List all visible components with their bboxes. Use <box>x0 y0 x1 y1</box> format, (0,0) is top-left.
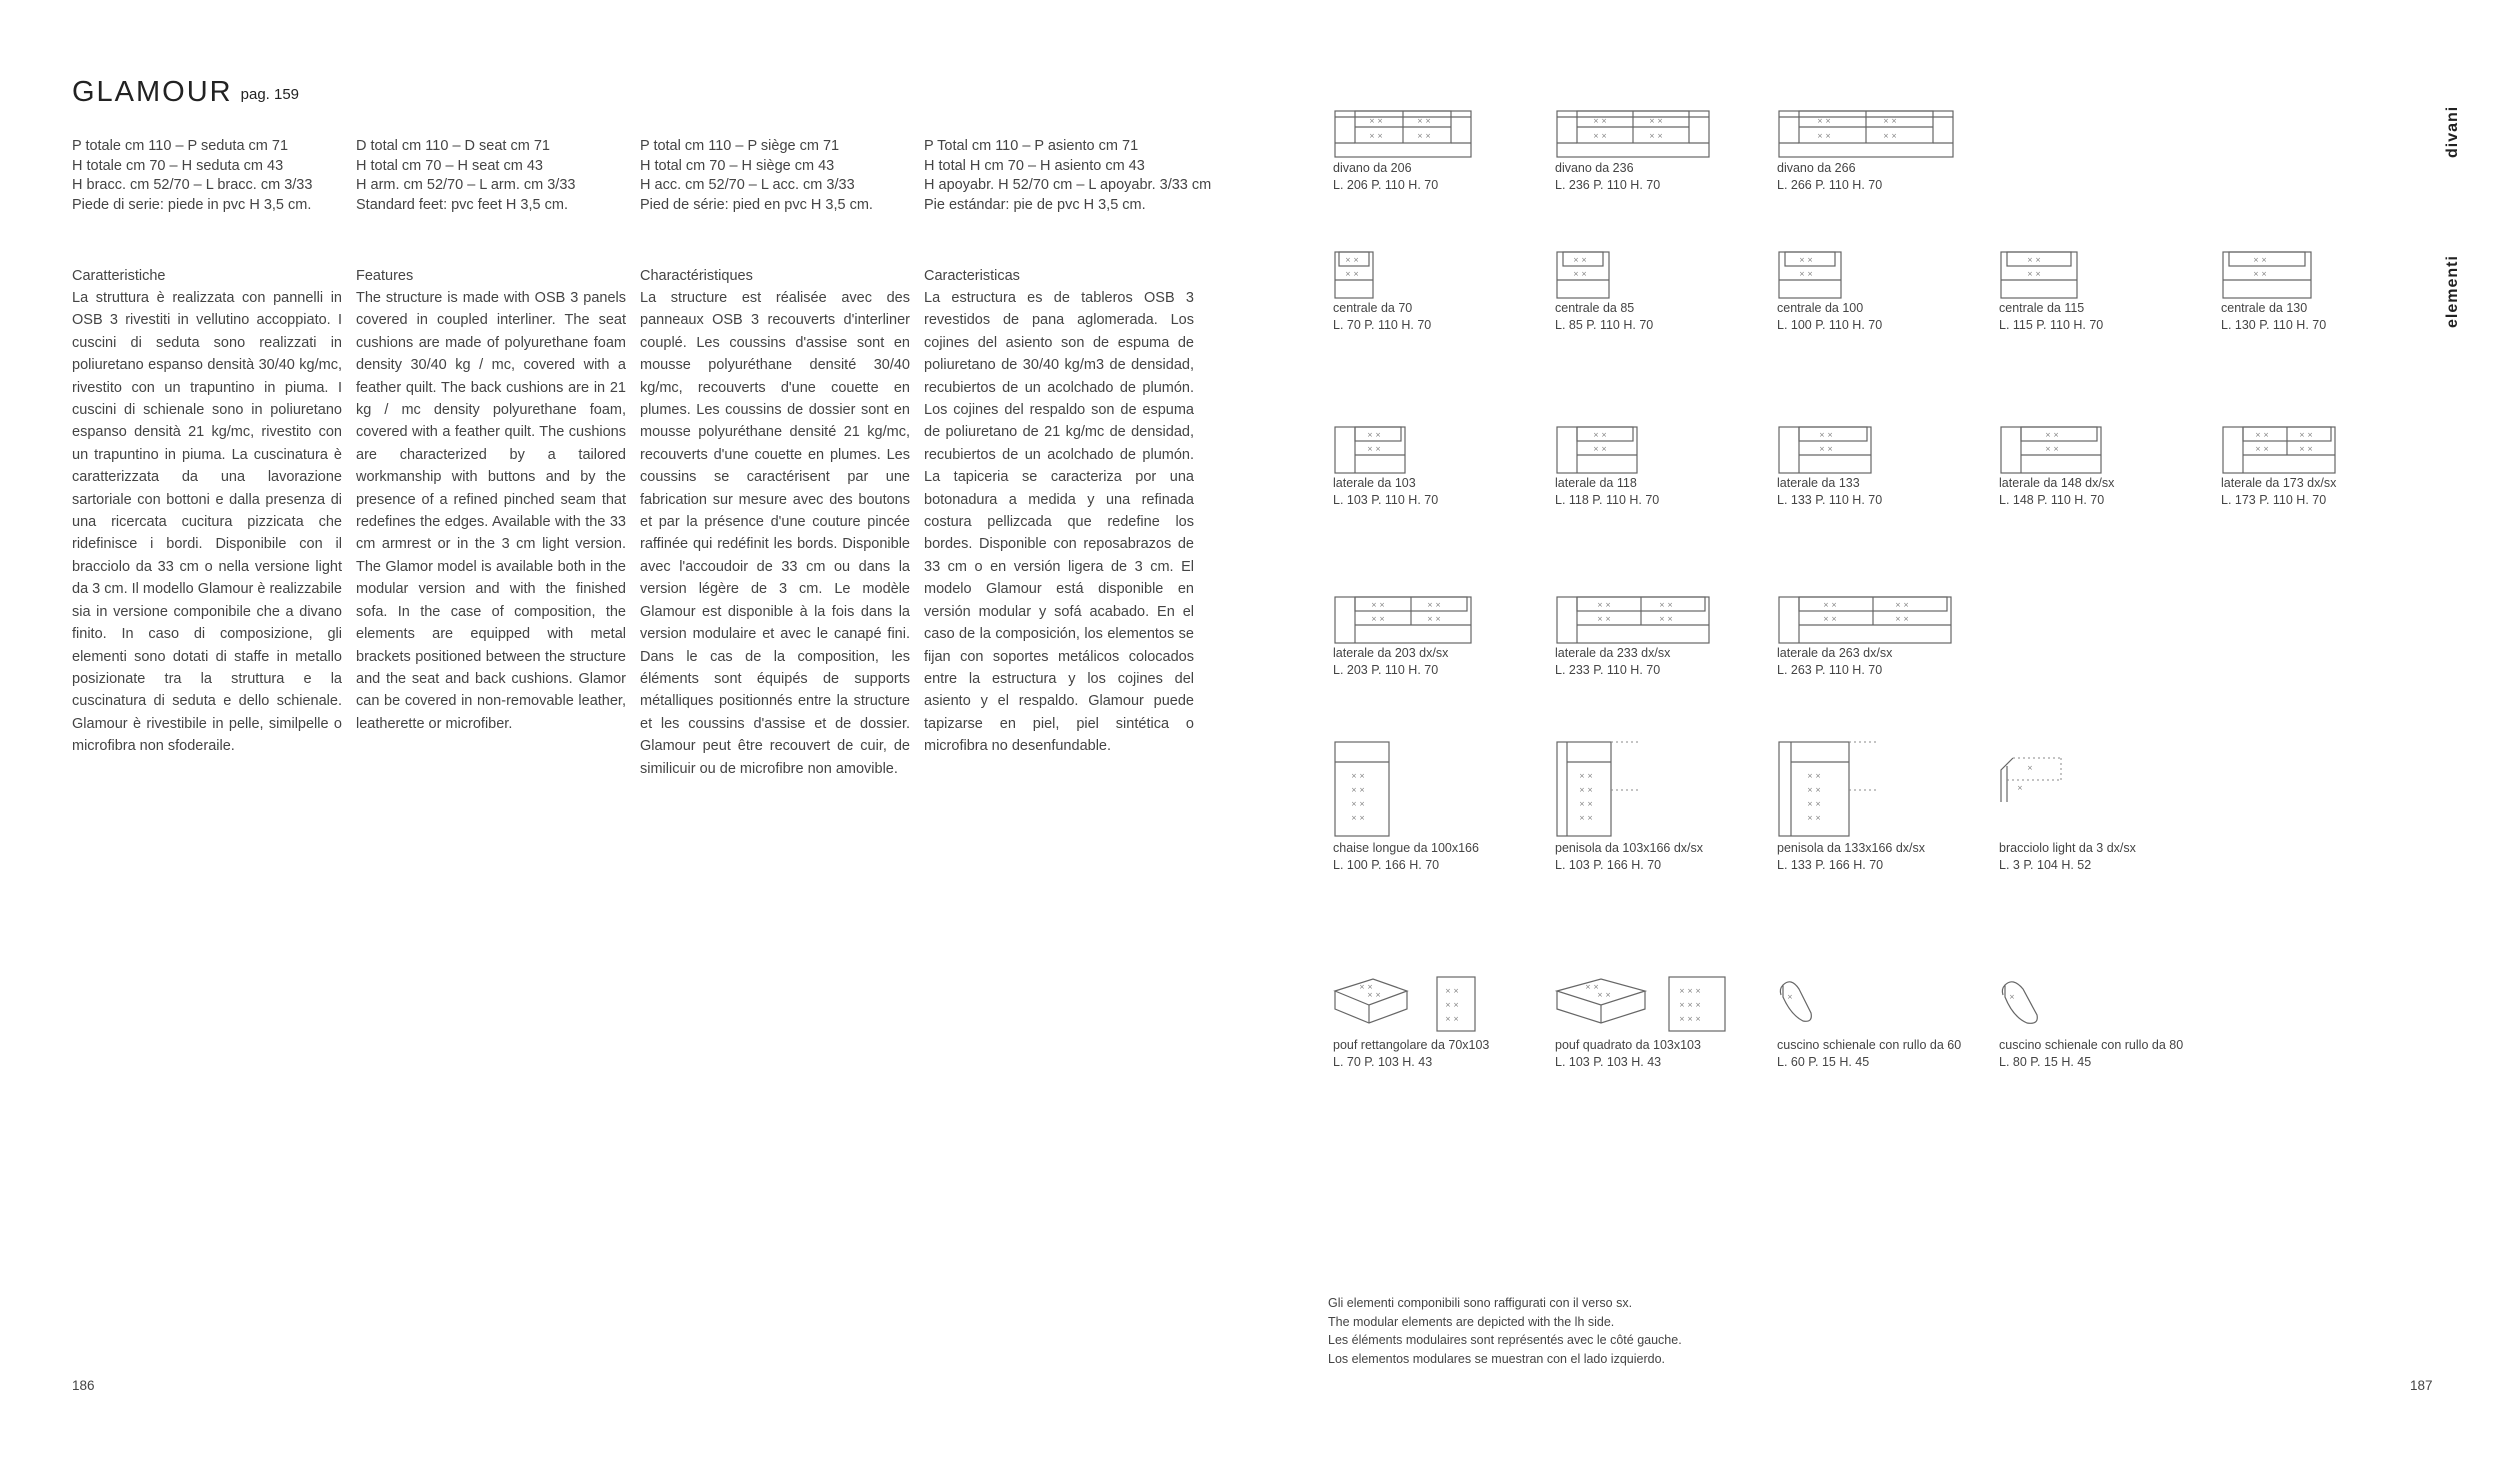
element-name: divano da 236 <box>1555 161 1634 175</box>
svg-text:× ×: × × <box>1371 615 1385 623</box>
sofa-3-seat-icon <box>1777 105 1957 160</box>
element-penisola-103 <box>1555 740 1755 874</box>
svg-text:× ×: × × <box>1579 814 1593 822</box>
svg-text:× ×: × × <box>1597 615 1611 623</box>
element-pouf-quadrato <box>1555 975 1755 1071</box>
spec-block-fr <box>640 137 873 215</box>
page-number-right: 187 <box>2410 1378 2433 1393</box>
element-laterale-148 <box>1999 425 2199 509</box>
central-module-icon <box>1777 250 1917 300</box>
column-heading: Features <box>356 268 414 284</box>
element-name: cuscino schienale con rullo da 80 <box>1999 1038 2184 1052</box>
element-name: laterale da 133 <box>1777 476 1860 490</box>
spec-line: Pie estándar: pie de pvc H 3,5 cm. <box>924 196 1146 213</box>
element-centrale-115 <box>1999 250 2199 334</box>
peninsula-icon <box>1555 740 1695 840</box>
element-name: pouf rettangolare da 70x103 <box>1333 1038 1490 1052</box>
element-name: divano da 266 <box>1777 161 1856 175</box>
page-number-left: 186 <box>72 1378 95 1393</box>
element-name: centrale da 100 <box>1777 301 1864 315</box>
svg-text:× ×: × × <box>1369 132 1383 140</box>
element-pouf-rettangolare <box>1333 975 1533 1071</box>
svg-text:× ×: × × <box>1367 991 1381 999</box>
element-name: laterale da 103 <box>1333 476 1416 490</box>
svg-text:× ×: × × <box>1351 814 1365 822</box>
spec-line: P totale cm 110 – P seduta cm 71 <box>72 138 289 154</box>
svg-text:× ×: × × <box>1427 601 1441 609</box>
svg-text:× ×: × × <box>1807 814 1821 822</box>
svg-text:×: × <box>2009 993 2015 1001</box>
element-dimensions: L. 263 P. 110 H. 70 <box>1777 663 1883 677</box>
svg-text:× ×: × × <box>1593 132 1607 140</box>
element-chaise-longue <box>1333 740 1533 874</box>
element-name: chaise longue da 100x166 <box>1333 841 1479 855</box>
element-cuscino-60 <box>1777 975 1977 1071</box>
sofa-2-seat-icon <box>1333 105 1473 160</box>
element-name: divano da 206 <box>1333 161 1412 175</box>
element-name: centrale da 85 <box>1555 301 1635 315</box>
svg-text:× ×: × × <box>1883 132 1897 140</box>
svg-text:× ×: × × <box>1807 772 1821 780</box>
note-line: Gli elementi componibili sono raffigurati con il verso sx. <box>1328 1296 1633 1310</box>
svg-text:× ×: × × <box>2253 270 2267 278</box>
element-laterale-233 <box>1555 595 1755 679</box>
square-pouf-icon <box>1555 975 1735 1037</box>
column-text: La structure est réalisée avec des panneaux OSB 3 recouverts d'interliner couplé. Les coussins d'assise sont en mousse polyuréthane densité 30/40 kg/mc, recouverts d'une couette en plumes. Les coussins de dossier sont en mousse polyuréthane densité 21 kg/mc, recouverts d'une couette en plumes. Les coussins se caractérisent par une fabrication sur mesure avec des boutons et par la présence d'une couture pincée raffinée qui redéfinit les bords. Disponible avec l'accoudoir de 33 cm ou dans la version légère de 3 cm. Le modèle Glamour est disponible à la fois dans la version modulaire et avec le canapé fini. Dans le cas de la composition, les éléments sont équipés de supports métalliques positionnés entre la structure et les coussins d'assise et de dossier. Glamour peut être recouvert de cuir, de similicuir ou de microfibre non amovible. <box>640 290 910 777</box>
svg-text:× × ×: × × × <box>1679 1001 1702 1009</box>
element-dimensions: L. 133 P. 166 H. 70 <box>1777 858 1884 872</box>
svg-text:×: × <box>2017 784 2023 792</box>
element-laterale-203 <box>1333 595 1533 679</box>
element-dimensions: L. 233 P. 110 H. 70 <box>1555 663 1661 677</box>
svg-text:× ×: × × <box>1659 615 1673 623</box>
element-laterale-133 <box>1777 425 1977 509</box>
spec-line: H arm. cm 52/70 – L arm. cm 3/33 <box>356 177 576 193</box>
svg-text:× ×: × × <box>1659 601 1673 609</box>
element-name: laterale da 118 <box>1555 476 1637 490</box>
svg-text:× ×: × × <box>2255 431 2269 439</box>
element-name: centrale da 70 <box>1333 301 1413 315</box>
element-name: laterale da 173 dx/sx <box>2221 476 2337 490</box>
spec-line: Pied de série: pied en pvc H 3,5 cm. <box>640 196 873 213</box>
svg-text:× ×: × × <box>1649 117 1663 125</box>
element-name: bracciolo light da 3 dx/sx <box>1999 841 2136 855</box>
svg-text:× ×: × × <box>1573 270 1587 278</box>
side-module-icon <box>1999 425 2139 475</box>
element-name: pouf quadrato da 103x103 <box>1555 1038 1701 1052</box>
section-tab-elementi: elementi <box>2444 255 2461 328</box>
spec-line: H bracc. cm 52/70 – L bracc. cm 3/33 <box>72 177 313 193</box>
svg-text:× ×: × × <box>1883 117 1897 125</box>
element-divano-266 <box>1777 105 1977 194</box>
spec-line: H acc. cm 52/70 – L acc. cm 3/33 <box>640 177 855 193</box>
element-cuscino-80 <box>1999 975 2199 1071</box>
svg-text:× ×: × × <box>1427 615 1441 623</box>
svg-text:× ×: × × <box>1359 983 1373 991</box>
svg-text:× ×: × × <box>2299 431 2313 439</box>
page-reference: pag. 159 <box>240 86 300 103</box>
element-name: centrale da 130 <box>2221 301 2308 315</box>
svg-text:× ×: × × <box>1817 117 1831 125</box>
element-dimensions: L. 85 P. 110 H. 70 <box>1555 318 1654 332</box>
central-module-icon <box>1333 250 1473 300</box>
element-name: penisola da 133x166 dx/sx <box>1777 841 1926 855</box>
side-module-wide-icon <box>1777 595 1957 645</box>
spec-block-it <box>72 137 312 215</box>
note-line: The modular elements are depicted with the lh side. <box>1328 1314 1615 1329</box>
element-dimensions: L. 130 P. 110 H. 70 <box>2221 318 2327 332</box>
svg-text:× ×: × × <box>1593 445 1607 453</box>
element-dimensions: L. 203 P. 110 H. 70 <box>1333 663 1439 677</box>
svg-text:× ×: × × <box>1417 132 1431 140</box>
element-divano-236 <box>1555 105 1755 194</box>
chaise-longue-icon <box>1333 740 1473 840</box>
element-dimensions: L. 80 P. 15 H. 45 <box>1999 1055 2092 1069</box>
element-dimensions: L. 70 P. 110 H. 70 <box>1333 318 1432 332</box>
element-laterale-118 <box>1555 425 1755 509</box>
svg-text:× ×: × × <box>1579 800 1593 808</box>
light-armrest-icon <box>1999 740 2139 840</box>
svg-text:× ×: × × <box>1351 786 1365 794</box>
product-name: GLAMOUR <box>72 76 233 108</box>
side-module-icon <box>1333 425 1473 475</box>
svg-text:× ×: × × <box>1895 615 1909 623</box>
column-it <box>72 268 342 758</box>
spec-line: H total H cm 70 – H asiento cm 43 <box>924 157 1145 174</box>
element-name: laterale da 233 dx/sx <box>1555 646 1671 660</box>
svg-text:× ×: × × <box>1417 117 1431 125</box>
svg-text:× ×: × × <box>1369 117 1383 125</box>
element-name: laterale da 203 dx/sx <box>1333 646 1449 660</box>
element-dimensions: L. 115 P. 110 H. 70 <box>1999 318 2104 332</box>
side-module-icon <box>1777 425 1917 475</box>
rectangular-pouf-icon <box>1333 975 1493 1037</box>
element-dimensions: L. 133 P. 110 H. 70 <box>1777 493 1883 507</box>
svg-text:× ×: × × <box>1573 256 1587 264</box>
column-heading: Charactéristiques <box>640 268 753 284</box>
side-module-icon <box>1555 425 1695 475</box>
element-divano-206 <box>1333 105 1533 194</box>
spec-line: H apoyabr. H 52/70 cm – L apoyabr. 3/33 cm <box>924 177 1212 193</box>
peninsula-icon <box>1777 740 1917 840</box>
svg-text:× ×: × × <box>1895 601 1909 609</box>
element-penisola-133 <box>1777 740 1977 874</box>
svg-text:× ×: × × <box>1799 270 1813 278</box>
svg-text:× ×: × × <box>1585 983 1599 991</box>
column-text: La struttura è realizzata con pannelli in OSB 3 rivestiti in vellutino accoppiato. I cuscini di seduta sono realizzati in poliuretano espanso densità 30/40 kg/mc, rivestito con un trapuntino in piuma. I cuscini di schienale sono in poliuretano espanso densità 21 kg/mc, rivestito con un trapuntino in piuma. La cuscinatura è caratterizzata da una lavorazione sartoriale con bottoni e dalla presenza di una ricercata cucitura pizzicata che ridefinisce i bordi. Disponibile con il bracciolo da 33 cm o nella versione light da 3 cm. Il modello Glamour è realizzabile sia in versione componibile che a divano finito. In caso di composizione, gli elementi sono dotati di staffe in metallo posizionate tra la struttura e la cuscinatura di seduta e dello schienale. Glamour è rivestibile in pelle, similpelle o microfibra non sfoderaile. <box>72 290 342 755</box>
element-name: laterale da 148 dx/sx <box>1999 476 2115 490</box>
spec-line: P Total cm 110 – P asiento cm 71 <box>924 138 1139 154</box>
spec-line: Standard feet: pvc feet H 3,5 cm. <box>356 196 568 213</box>
element-dimensions: L. 173 P. 110 H. 70 <box>2221 493 2327 507</box>
svg-text:× ×: × × <box>2027 256 2041 264</box>
section-tab-divani: divani <box>2444 105 2461 158</box>
svg-text:× ×: × × <box>1819 431 1833 439</box>
element-dimensions: L. 100 P. 166 H. 70 <box>1333 858 1440 872</box>
svg-text:× ×: × × <box>1345 270 1359 278</box>
element-dimensions: L. 236 P. 110 H. 70 <box>1555 178 1661 192</box>
svg-text:× ×: × × <box>1579 786 1593 794</box>
svg-text:×: × <box>1787 993 1793 1001</box>
svg-text:× ×: × × <box>2045 431 2059 439</box>
svg-text:× ×: × × <box>1597 991 1611 999</box>
central-module-icon <box>1999 250 2139 300</box>
element-dimensions: L. 118 P. 110 H. 70 <box>1555 493 1660 507</box>
sofa-2-seat-icon <box>1555 105 1715 160</box>
element-centrale-85 <box>1555 250 1755 334</box>
column-text: The structure is made with OSB 3 panels covered in coupled interliner. The seat cushions are made of polyurethane foam density 30/40 kg / mc, covered with a feather quilt. The back cushions are in 21 kg / mc density polyurethane foam, covered with a feather quilt. The cushions are characterized by a tailored workmanship with buttons and by the presence of a refined pinched seam that redefines the edges. Available with the 33 cm armrest or in the 3 cm light version. The Glamor model is available both in the modular version and with the finished sofa. In the case of composition, the elements are equipped with metal brackets positioned between the structure and the seat and back cushions. Glamor can be covered in non-removable leather, leatherette or microfiber. <box>356 290 626 732</box>
element-centrale-130 <box>2221 250 2421 334</box>
svg-text:× ×: × × <box>2045 445 2059 453</box>
page-title <box>72 76 299 109</box>
svg-text:× ×: × × <box>1367 431 1381 439</box>
element-dimensions: L. 60 P. 15 H. 45 <box>1777 1055 1870 1069</box>
svg-text:×: × <box>2027 764 2033 772</box>
svg-text:× ×: × × <box>1351 800 1365 808</box>
svg-text:× ×: × × <box>1445 987 1459 995</box>
svg-text:× ×: × × <box>2299 445 2313 453</box>
element-name: penisola da 103x166 dx/sx <box>1555 841 1704 855</box>
svg-text:× ×: × × <box>1799 256 1813 264</box>
central-module-icon <box>2221 250 2361 300</box>
element-dimensions: L. 103 P. 166 H. 70 <box>1555 858 1662 872</box>
element-dimensions: L. 206 P. 110 H. 70 <box>1333 178 1439 192</box>
spec-line: H total cm 70 – H seat cm 43 <box>356 157 543 174</box>
svg-text:× ×: × × <box>1807 800 1821 808</box>
column-heading: Caracteristicas <box>924 268 1020 284</box>
spec-line: H total cm 70 – H siège cm 43 <box>640 157 835 174</box>
spec-block-en <box>356 137 575 215</box>
element-dimensions: L. 3 P. 104 H. 52 <box>1999 858 2092 872</box>
spec-line: D total cm 110 – D seat cm 71 <box>356 138 550 154</box>
element-laterale-263 <box>1777 595 1977 679</box>
element-centrale-70 <box>1333 250 1533 334</box>
svg-text:× ×: × × <box>1351 772 1365 780</box>
svg-text:× ×: × × <box>1593 431 1607 439</box>
element-laterale-173 <box>2221 425 2421 509</box>
svg-text:× ×: × × <box>1579 772 1593 780</box>
element-dimensions: L. 103 P. 110 H. 70 <box>1333 493 1439 507</box>
element-dimensions: L. 148 P. 110 H. 70 <box>1999 493 2105 507</box>
element-name: laterale da 263 dx/sx <box>1777 646 1893 660</box>
svg-text:× ×: × × <box>2255 445 2269 453</box>
spec-block-es <box>924 137 1211 215</box>
svg-text:× ×: × × <box>1445 1015 1459 1023</box>
element-dimensions: L. 103 P. 103 H. 43 <box>1555 1055 1662 1069</box>
element-name: cuscino schienale con rullo da 60 <box>1777 1038 1962 1052</box>
svg-text:× ×: × × <box>1819 445 1833 453</box>
svg-text:× ×: × × <box>1817 132 1831 140</box>
column-es <box>924 268 1194 758</box>
svg-text:× ×: × × <box>2253 256 2267 264</box>
svg-text:× ×: × × <box>1823 615 1837 623</box>
side-module-wide-icon <box>1333 595 1493 645</box>
central-module-icon <box>1555 250 1695 300</box>
column-heading: Caratteristiche <box>72 268 166 284</box>
side-module-wide-icon <box>1555 595 1725 645</box>
note-line: Los elementos modulares se muestran con el lado izquierdo. <box>1328 1351 1665 1366</box>
element-dimensions: L. 100 P. 110 H. 70 <box>1777 318 1883 332</box>
element-bracciolo-light <box>1999 740 2199 874</box>
side-module-icon <box>2221 425 2361 475</box>
spec-line: Piede di serie: piede in pvc H 3,5 cm. <box>72 196 312 213</box>
svg-text:× ×: × × <box>1371 601 1385 609</box>
svg-text:× ×: × × <box>1807 786 1821 794</box>
spec-line: H totale cm 70 – H seduta cm 43 <box>72 157 284 174</box>
svg-text:× × ×: × × × <box>1679 1015 1702 1023</box>
svg-text:× ×: × × <box>1593 117 1607 125</box>
svg-text:× ×: × × <box>1649 132 1663 140</box>
element-dimensions: L. 70 P. 103 H. 43 <box>1333 1055 1433 1069</box>
note-line: Les éléments modulaires sont représentés avec le côté gauche. <box>1328 1333 1682 1347</box>
svg-text:× ×: × × <box>1823 601 1837 609</box>
column-fr <box>640 268 910 780</box>
svg-text:× ×: × × <box>2027 270 2041 278</box>
element-name: centrale da 115 <box>1999 301 2085 315</box>
element-centrale-100 <box>1777 250 1977 334</box>
back-cushion-icon <box>1777 975 1917 1037</box>
element-laterale-103 <box>1333 425 1533 509</box>
svg-text:× ×: × × <box>1597 601 1611 609</box>
svg-text:× × ×: × × × <box>1679 987 1702 995</box>
svg-text:× ×: × × <box>1345 256 1359 264</box>
svg-text:× ×: × × <box>1367 445 1381 453</box>
back-cushion-icon <box>1999 975 2139 1037</box>
element-dimensions: L. 266 P. 110 H. 70 <box>1777 178 1883 192</box>
spec-line: P total cm 110 – P siège cm 71 <box>640 138 840 154</box>
svg-text:× ×: × × <box>1445 1001 1459 1009</box>
column-text: La estructura es de tableros OSB 3 revestidos de pana aglomerada. Los cojines del asiento son de espuma de poliuretano de 30/40 kg/m3 de densidad, recubiertos de un acolchado de plumón. Los cojines del respaldo son de espuma de poliuretano de 21 kg/mc de densidad, recubiertos de un acolchado de plumón. La tapiceria se caracteriza por una botonadura a medida y una refinada costura pellizcada que redefine los bordes. Disponible con reposabrazos de 33 cm o en versión ligera de 3 cm. El modelo Glamour está disponible en versión modular y sofá acabado. En el caso de la composición, los elementos se fijan con soportes metálicos colocados entre la estructura y los cojines del asiento y el respaldo. Glamour puede tapizarse en piel, piel sintética o microfibra no desenfundable. <box>924 290 1194 755</box>
modular-note <box>1328 1294 1682 1368</box>
column-en <box>356 268 626 735</box>
